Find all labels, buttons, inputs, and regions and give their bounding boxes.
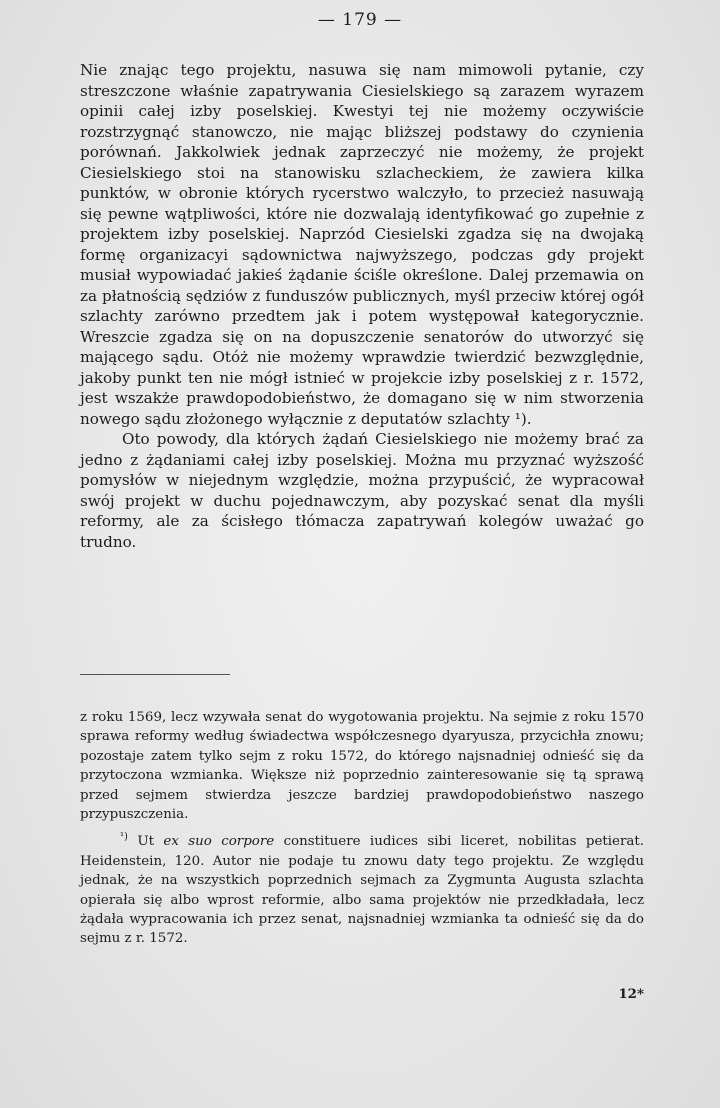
page-number: — 179 — (317, 10, 403, 30)
footnote-marker: ¹) (120, 831, 128, 843)
footnotes (80, 708, 644, 949)
footnote-1-pre: Ut (137, 834, 154, 850)
footnote-separator (80, 674, 230, 675)
signature-mark: 12* (618, 986, 644, 1002)
footnote-1-latin: ex suo corpore (163, 834, 275, 850)
footnote-continuation: z roku 1569, lecz wzywała senat do wygotowania projektu. Na sejmie z roku 1570 sprawa reformy według świadectwa współczesnego dyaryusza, przycichła znowu; pozostaje zatem tylko sejm z roku 1572, do którego najsnadniej odnieść się da przytoczona wzmianka. Większe niż poprzednio zainteresowanie się tą sprawą przed sejmem stwierdza jeszcze bardziej prawdopodobieństwo naszego przypuszczenia. (80, 710, 644, 823)
footnote-1 (80, 832, 644, 948)
paragraph: Oto powody, dla których żądań Ciesielskiego nie możemy brać za jedno z żądaniami całej izby poselskiej. Można mu przyznać wyższość pomysłów w niejednym względzie, można przypuścić, że wypracował swój projekt w duchu pojednawczym, aby pozyskać senat dla myśli reformy, ale za ścisłego tłómacza zapatrywań kolegów uważać go trudno. (80, 430, 644, 551)
main-text (80, 60, 644, 552)
footnote-1-text: constituere iudices sibi liceret, nobilitas petierat. Heidenstein, 120. Autor nie podaje tu znowu daty tego projektu. Ze względu jednak, że na wszystkich poprzednich sejmach za Zygmunta Augusta szlachta opierała się albo wprost reformie, albo sama projektów nie przedkładała, lecz żądała wypracowania ich przez senat, najsnadniej wzmianka ta odnieść się da do sejmu z r. 1572. (80, 834, 644, 947)
paragraph: Nie znając tego projektu, nasuwa się nam mimowoli pytanie, czy streszczone właśnie zapatrywania Ciesielskiego są zarazem wyrazem opinii całej izby poselskiej. Kwestyi tej nie możemy oczywiście rozstrzygnąć stanowczo, nie mając bliższej podstawy do czynienia porównań. Jakkolwiek jednak zaprzeczyć nie możemy, że projekt Ciesielskiego stoi na stanowisku szlacheckiem, że zawiera kilka punktów, w obronie których rycerstwo walczyło, to przecież nasuwają się pewne wątpliwości, które nie dozwalają identyfikować go zupełnie z projektem izby poselskiej. Naprzód Ciesielski zgadza się na dwojaką formę organizacyi sądownictwa najwyższego, podczas gdy projekt musiał wypowiadać jakieś żądanie ściśle określone. Dalej przemawia on za płatnością sędziów z funduszów publicznych, myśl przeciw której ogół szlachty zarówno przedtem jak i potem występował kategorycznie. Wreszcie zgadza się on na dopuszczenie senatorów do utworzyć się mającego sądu. Otóż nie możemy wprawdzie twierdzić bezwzględnie, jakoby punkt ten nie mógł istnieć w projekcie izby poselskiej z r. 1572, jest wszakże prawdopodobieństwo, że domagano się w nim stworzenia nowego sądu złożonego wyłącznie z deputatów szlachty ¹). (80, 61, 644, 428)
